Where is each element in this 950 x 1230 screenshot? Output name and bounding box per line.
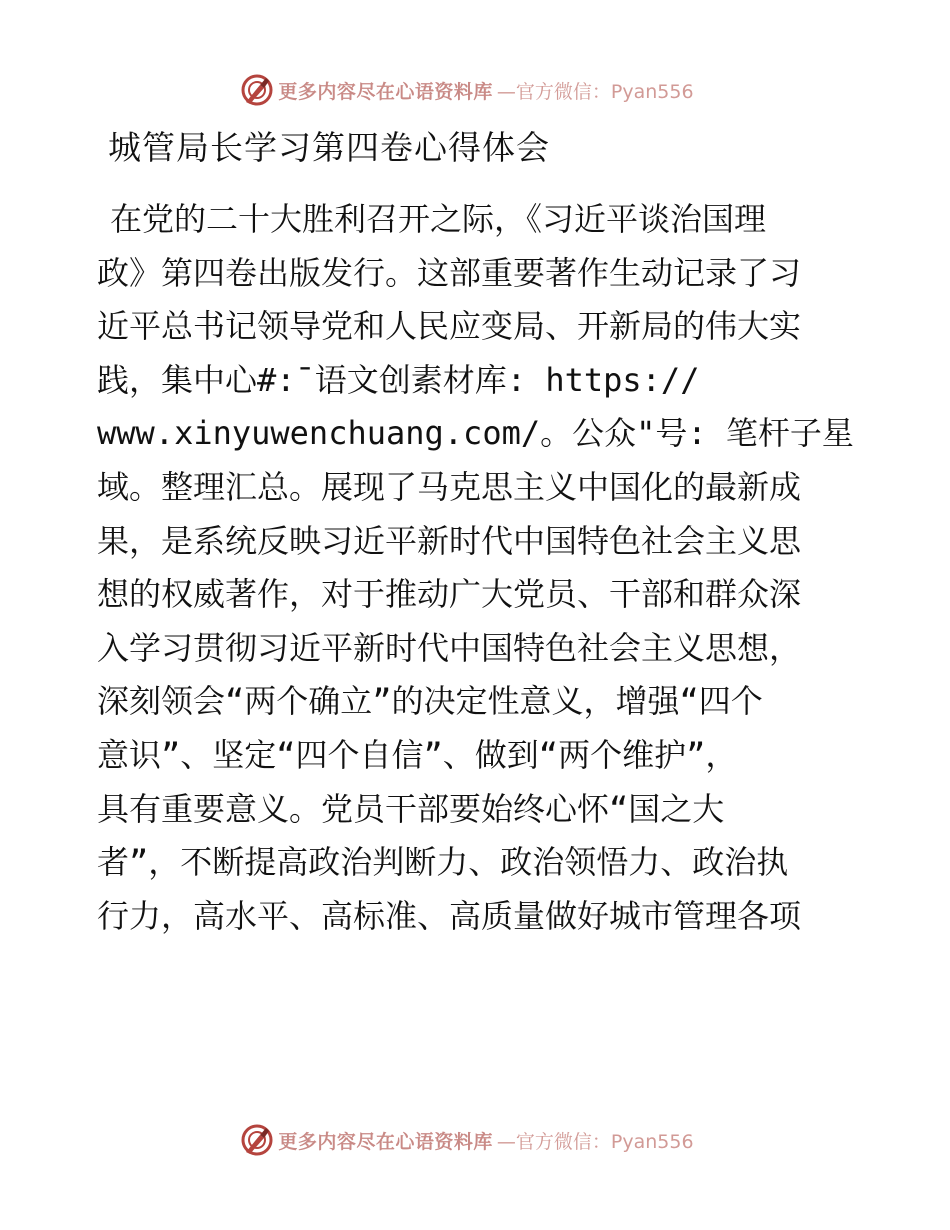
paragraph-line: 想的权威著作，对于推动广大党员、干部和群众深 xyxy=(97,575,802,614)
paragraph-line: 政》第四卷出版发行。这部重要著作生动记录了习 xyxy=(97,253,802,292)
pen-circle-logo-icon xyxy=(240,73,274,107)
header-watermark-banner xyxy=(0,70,950,110)
body-paragraph xyxy=(97,193,857,943)
paragraph-line: 近平总书记领导党和人民应变局、开新局的伟大实 xyxy=(97,307,802,346)
footer-banner-sub-text: —官方微信：Pyan556 xyxy=(496,1130,694,1153)
paragraph-line: 深刻领会“两个确立”的决定性意义，增强“四个 xyxy=(97,682,763,721)
header-banner-main-text: 更多内容尽在心语资料库 xyxy=(278,80,493,103)
paragraph-line: 在党的二十大胜利召开之际，《习近平谈治国理 xyxy=(110,200,767,238)
footer-banner-main-text: 更多内容尽在心语资料库 xyxy=(278,1130,493,1153)
document-title: 城管局长学习第四卷心得体会 xyxy=(108,128,550,167)
paragraph-line: 践，集中心#:¯语文创素材库: https:// xyxy=(97,360,700,399)
paragraph-line: 意识”、坚定“四个自信”、做到“两个维护”， xyxy=(97,735,738,774)
pen-circle-logo-icon xyxy=(240,1123,274,1157)
paragraph-line: 果，是系统反映习近平新时代中国特色社会主义思 xyxy=(97,521,802,560)
footer-watermark-banner xyxy=(0,1120,950,1160)
paragraph-line: www.xinyuwenchuang.com/。公众"号: 笔杆子星 xyxy=(97,414,854,453)
paragraph-line: 行力，高水平、高标准、高质量做好城市管理各项 xyxy=(97,896,802,935)
header-banner-sub-text: —官方微信：Pyan556 xyxy=(496,80,694,103)
paragraph-line: 域。整理汇总。展现了马克思主义中国化的最新成 xyxy=(97,467,802,506)
paragraph-line: 入学习贯彻习近平新时代中国特色社会主义思想， xyxy=(97,628,802,667)
paragraph-line: 具有重要意义。党员干部要始终心怀“国之大 xyxy=(97,789,725,828)
paragraph-line: 者”，不断提高政治判断力、政治领悟力、政治执 xyxy=(97,843,789,882)
